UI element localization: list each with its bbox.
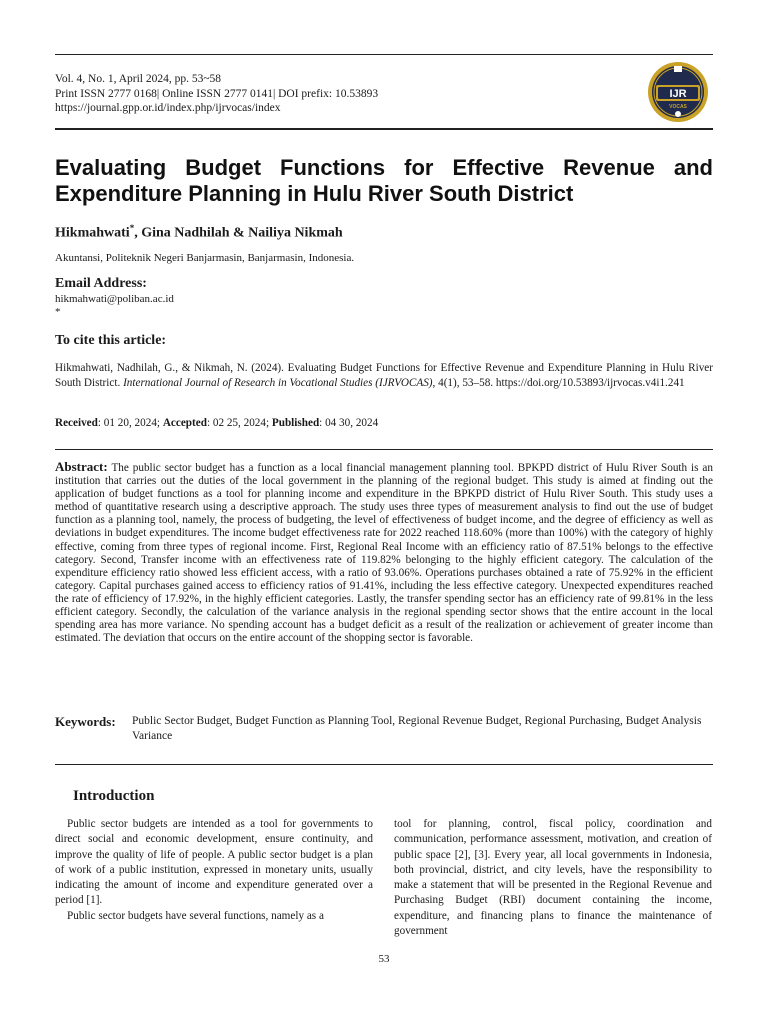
citation-journal: International Journal of Research in Vocational Studies (IJRVOCAS): [123, 376, 433, 389]
email-block: [55, 293, 174, 319]
email-marker: *: [55, 306, 61, 318]
citation-text: [55, 361, 713, 390]
citation-tail: , 4(1), 53–58. https://doi.org/10.53893/ijrvocas.v4i1.241: [432, 376, 685, 389]
author-line: [55, 223, 343, 242]
published-label: Published: [271, 417, 320, 429]
keywords-bottom-rule: [55, 764, 713, 765]
citation-body: Hikmahwati, Nadhilah, G., & Nikmah, N. (2024). Evaluating Budget Functions for Effective Revenue and Expenditure Planning in Hulu River South District.: [55, 362, 713, 389]
first-author: Hikmahwati: [55, 225, 130, 241]
received-label: Received: [55, 417, 98, 429]
intro-paragraph: tool for planning, control, fiscal policy, coordination and communication, performance assessment, motivation, and creation of public space [2], [3]. Every year, all local governments in Indonesia, both provincial, district, and city levels, have the responsibility to make a statement that will be presented in the Regional Revenue and Purchasing Budget (RBI) document containing the income, expenditure, and financing plans to finance the maintenance of government: [394, 818, 712, 938]
intro-left-column: [55, 817, 373, 924]
published-date: : 04 30, 2024: [319, 417, 379, 429]
article-dates: [55, 417, 378, 429]
logo-main-text: IJR: [669, 88, 687, 100]
journal-meta: [55, 72, 378, 116]
issn-line: Print ISSN 2777 0168| Online ISSN 2777 0141| DOI prefix: 10.53893: [55, 87, 379, 100]
keywords-label: Keywords:: [55, 714, 116, 729]
accepted-label: Accepted: [162, 417, 207, 429]
article-title: Evaluating Budget Functions for Effective Revenue and Expenditure Planning in Hulu River South District: [55, 155, 713, 206]
abstract: [55, 460, 713, 645]
email-heading: Email Address:: [55, 276, 147, 291]
intro-right-column: [394, 817, 712, 939]
affiliation: Akuntansi, Politeknik Negeri Banjarmasin, Banjarmasin, Indonesia.: [55, 252, 355, 264]
page-number: 53: [378, 953, 390, 965]
journal-logo: [645, 60, 711, 124]
journal-url-link[interactable]: https://journal.gpp.or.id/index.php/ijrvocas/index: [55, 102, 281, 114]
volume-line: Vol. 4, No. 1, April 2024, pp. 53~58: [55, 73, 222, 85]
intro-paragraph: Public sector budgets have several functions, namely as a: [67, 909, 324, 922]
logo-sub-text: VOCAS: [669, 104, 687, 110]
abstract-top-rule: [55, 449, 713, 450]
received-date: : 01 20, 2024;: [97, 417, 163, 429]
header-rule: [55, 128, 713, 130]
other-authors: , Gina Nadhilah & Nailiya Nikmah: [134, 225, 343, 241]
abstract-text: The public sector budget has a function as a local financial management planning tool. BPKPD district of Hulu River South is an institution that carries out the duties of the local government in the planning of the regional budget. This study is aimed at finding out the application of budget functions as a tool for planning income and expenditure in the BPKPD district of Hulu River South. This study uses a method of quantitative research using a descriptive approach. The study uses three types of measurement analysis to find out the use of budget function as a planning tool, namely, the process of budgeting, the level of effectiveness of budget income, and the degree of efficiency as well as deviations in budget expenditures. The income budget effectiveness rate for 2022 reached 118.60% (more than 100%) with the category of highly effective, coming from three types of regional income. First, Regional Real Income with an efficiency ratio of 87.51% belongs to the effective category. Second, Transfer income with an effectiveness rate of 119.82% belonging to the highly efficient category. The calculation of the expenditure efficiency ratio showed less efficient access, with a ratio of 93.06%. Operations purchases obtained a rate of 75.92% in the efficient category. Capital purchases gained access to efficiency ratios of 91.41%, including the less effective category. Unexpected expenditures reached the rate of efficiency of 17.92%, in the highly efficient categories. Lastly, the transfer spending sector has an efficiency rate of 99.81% in the less efficient category. Secondly, the calculation of the variance analysis in the regional spending sector shows that the entire account in the local spending area has more variance. No spending account has a budget deficit as a result of the realization or achievement of greater income than estimated. The deviation that occurs on the entire account of the shopping sector is favorable.: [55, 462, 713, 645]
keywords-text: Public Sector Budget, Budget Function as Planning Tool, Regional Revenue Budget, Regional Purchasing, Budget Analysis Variance: [132, 715, 702, 742]
top-rule: [55, 54, 713, 55]
citation-heading: To cite this article:: [55, 333, 167, 348]
abstract-label: Abstract:: [55, 459, 108, 474]
keywords: [55, 714, 713, 744]
journal-badge-icon: [645, 60, 711, 124]
intro-paragraph: Public sector budgets are intended as a tool for governments to direct social and economic development, ensure continuity, and improve the quality of life of people. A public sector budget is a plan of work of a public institution, expressed in monetary units, usually indicating the amount of income and expenditure generated over a period [1].: [55, 818, 373, 907]
introduction-heading: Introduction: [73, 788, 155, 804]
corresponding-marker: *: [129, 223, 135, 233]
accepted-date: : 02 25, 2024;: [206, 417, 272, 429]
email-link[interactable]: hikmahwati@poliban.ac.id: [55, 293, 174, 305]
